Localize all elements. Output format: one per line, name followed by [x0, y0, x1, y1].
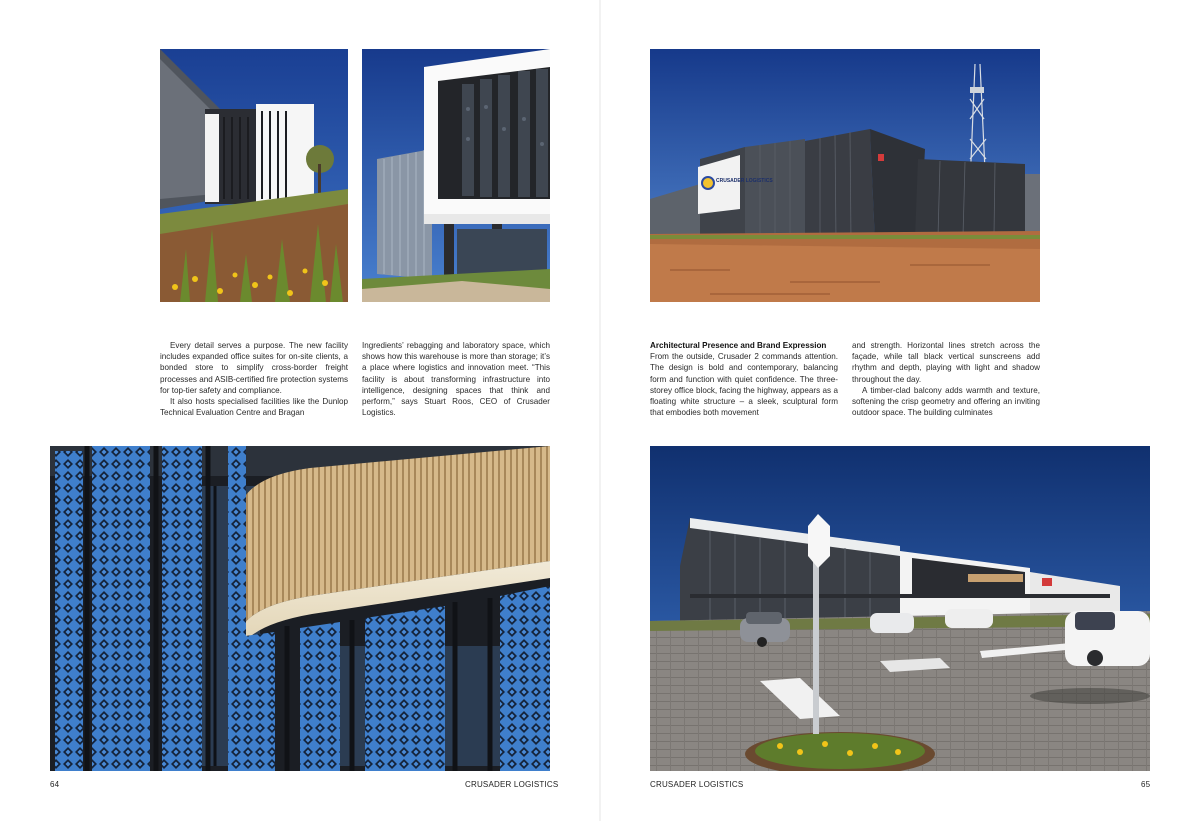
section-subheading: Architectural Presence and Brand Expression — [650, 341, 827, 350]
photo-warehouse-exterior — [650, 49, 1040, 302]
left-text-column-2 — [362, 340, 550, 418]
right-text-column-2 — [852, 340, 1040, 418]
page-number-right: 65 — [1141, 780, 1151, 789]
paragraph: Ingredients’ rebagging and laboratory space, which shows how this warehouse is more than storage; it’s a place where logistics and innovation meet. “This facility is about transforming infrastructure into intelligence, designing spaces that think and perform,” says Stuart Roos, CEO of Crusader Logistics. — [362, 341, 550, 418]
right-text-column-1 — [650, 340, 838, 418]
warehouse-sign-text: CRUSADER LOGISTICS — [716, 178, 773, 184]
paragraph: and strength. Horizontal lines stretch across the façade, while tall black vertical sunscreens add rhythm and depth, playing with light and shadow throughout the day. — [852, 341, 1040, 384]
paragraph: Every detail serves a purpose. The new facility includes expanded office suites for on-site clients, a bonded store to simplify cross-border freight processes and ASIB-certified fire protection systems for top-tier safety and compliance. — [160, 341, 348, 395]
paragraph-text: From the outside, Crusader 2 commands attention. The design is bold and contemporary, balancing form and function with quiet confidence. The three-storey office block, facing the highway, appears as a floating white structure – a sleek, sculptural form that embodies both movement — [650, 352, 838, 418]
paragraph: A timber-clad balcony adds warmth and texture, softening the crisp geometry and offering an inviting outdoor space. The building culminates — [852, 385, 1040, 418]
photo-office-block-frame — [362, 49, 550, 302]
paragraph: It also hosts specialised facilities like the Dunlop Technical Evaluation Centre and Bragan — [160, 397, 348, 418]
page-number-left: 64 — [50, 780, 60, 789]
page-gutter — [599, 0, 601, 821]
running-head-right: CRUSADER LOGISTICS — [650, 780, 744, 789]
photo-blue-screens-timber-balcony — [50, 446, 550, 771]
photo-landscaped-slope — [160, 49, 348, 302]
paragraph — [650, 340, 838, 418]
photo-parking-lot — [650, 446, 1150, 771]
left-text-column-1 — [160, 340, 348, 418]
running-head-left: CRUSADER LOGISTICS — [465, 780, 559, 789]
